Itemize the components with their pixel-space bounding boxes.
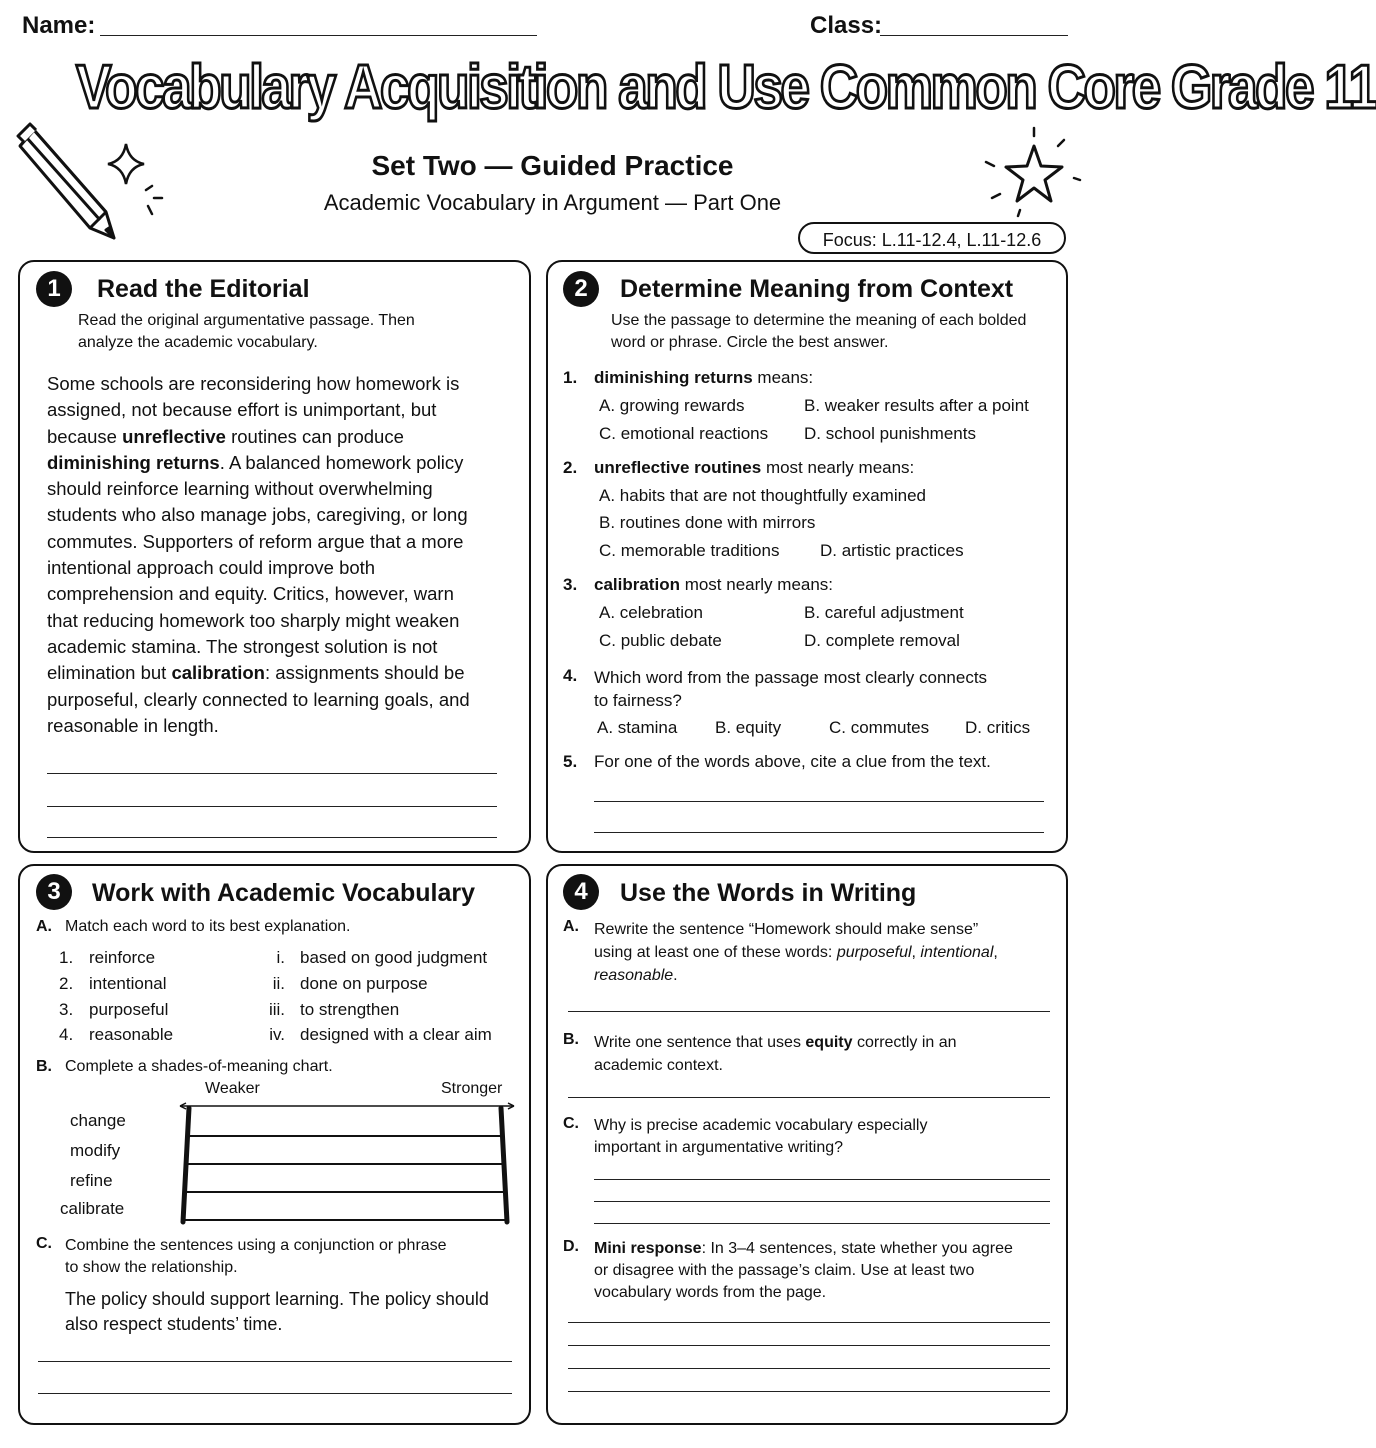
question-4: 4. — [563, 666, 578, 685]
answer-line[interactable] — [47, 773, 497, 774]
match-word[interactable]: reinforce — [89, 948, 156, 967]
section-3-number: 3 — [36, 874, 72, 910]
answer-line[interactable] — [47, 837, 497, 838]
answer-line[interactable] — [568, 1322, 1050, 1323]
shades-of-meaning-chart — [176, 1098, 522, 1226]
q3-option-b[interactable]: B. careful adjustment — [804, 603, 964, 622]
q4-option-d[interactable]: D. critics — [965, 718, 1031, 737]
match-word-number: 1. — [59, 948, 74, 967]
match-word[interactable]: reasonable — [89, 1025, 174, 1044]
subtitle: Set Two — Guided Practice — [371, 150, 734, 181]
section-2-number: 2 — [563, 271, 599, 307]
part-b-letter: B. — [36, 1058, 52, 1075]
q4-option-a[interactable]: A. stamina — [597, 718, 678, 737]
class-field[interactable] — [880, 35, 1068, 36]
part-c-instruction: Why is precise academic vocabulary especially important in argumentative writing? — [594, 1117, 928, 1156]
part-c-letter: C. — [36, 1235, 52, 1252]
match-definition[interactable]: based on good judgment — [300, 948, 488, 967]
part-d-instruction: Mini response: In 3–4 sentences, state whether you agree or disagree with the passage’s claim. Use at least two vocabulary words from the page. — [594, 1240, 1013, 1301]
answer-line[interactable] — [568, 1097, 1050, 1098]
match-word[interactable]: intentional — [89, 974, 167, 993]
answer-line[interactable] — [568, 1391, 1050, 1392]
answer-line[interactable] — [594, 801, 1044, 802]
match-definition[interactable]: designed with a clear aim — [300, 1025, 492, 1044]
answer-line[interactable] — [594, 1179, 1050, 1180]
question-1: 1. — [563, 368, 578, 387]
q1-option-c[interactable]: C. emotional reactions — [599, 424, 769, 443]
question-3: 3. — [563, 575, 578, 594]
match-definition[interactable]: to strengthen — [300, 1000, 400, 1019]
part-a-instruction: Match each word to its best explanation. — [65, 918, 351, 935]
section-1-title: Read the Editorial — [97, 275, 310, 303]
q2-option-b[interactable]: B. routines done with mirrors — [599, 513, 816, 532]
weaker-label: Weaker — [205, 1080, 260, 1097]
section-2-instructions: Use the passage to determine the meaning of each bolded word or phrase. Circle the best answer. — [611, 312, 1027, 351]
shade-word: calibrate — [60, 1199, 125, 1218]
name-label: Name: — [22, 12, 96, 39]
part-a-letter: A. — [36, 918, 52, 935]
answer-line[interactable] — [568, 1345, 1050, 1346]
part-b-letter: B. — [563, 1031, 579, 1048]
answer-line[interactable] — [38, 1393, 512, 1394]
match-def-number: iv. — [269, 1025, 285, 1044]
q2-option-c[interactable]: C. memorable traditions — [599, 541, 780, 560]
q3-option-d[interactable]: D. complete removal — [804, 631, 960, 650]
part-c-letter: C. — [563, 1115, 579, 1132]
part-b-instruction: Write one sentence that uses equity correctly in an academic context. — [594, 1034, 957, 1074]
q4-option-b[interactable]: B. equity — [715, 718, 782, 737]
answer-line[interactable] — [568, 1011, 1050, 1012]
part-a-letter: A. — [563, 918, 579, 935]
answer-line[interactable] — [594, 1201, 1050, 1202]
focus-badge: Focus: L.11-12.4, L.11-12.6 — [798, 222, 1066, 254]
q3-option-a[interactable]: A. celebration — [599, 603, 703, 622]
shade-word: modify — [70, 1141, 121, 1160]
question-2: 2. — [563, 458, 578, 477]
match-word[interactable]: purposeful — [89, 1000, 169, 1019]
section-4-number: 4 — [563, 874, 599, 910]
match-definition[interactable]: done on purpose — [300, 974, 428, 993]
q1-option-a[interactable]: A. growing rewards — [599, 396, 745, 415]
question-2-stem: unreflective routines most nearly means: — [594, 458, 915, 477]
answer-line[interactable] — [594, 832, 1044, 833]
question-4-stem: Which word from the passage most clearly connects to fairness? — [594, 668, 988, 710]
section-2-title: Determine Meaning from Context — [620, 275, 1014, 303]
question-5-stem: For one of the words above, cite a clue from the text. — [594, 752, 991, 771]
match-def-number: i. — [276, 948, 285, 967]
worksheet-title: Vocabulary Acquisition and Use Common Core Grade 11 — [76, 53, 1376, 122]
match-word-number: 4. — [59, 1025, 74, 1044]
answer-line[interactable] — [38, 1361, 512, 1362]
match-word-number: 2. — [59, 974, 74, 993]
q2-option-a[interactable]: A. habits that are not thoughtfully examined — [599, 486, 926, 505]
part-c-instruction: Combine the sentences using a conjunction or phrase to show the relationship. — [65, 1237, 447, 1276]
match-def-number: iii. — [268, 1000, 285, 1019]
q4-option-c[interactable]: C. commutes — [829, 718, 930, 737]
editorial-passage: Some schools are reconsidering how homework is assigned, not because effort is unimportant, but because unreflective routines can produce diminishing returns. A balanced homework policy should reinforce learning without overwhelming students who also manage jobs, caregiving, or long commutes. Supporters of reform argue that a more intentional approach could improve both comprehension and equity. Critics, however, warn that reducing homework too sharply might weaken academic stamina. The strongest solution is not elimination but calibration: assignments should be purposeful, clearly connected to learning goals, and reasonable in length. — [47, 373, 470, 736]
stronger-label: Stronger — [441, 1080, 503, 1097]
subsubtitle: Academic Vocabulary in Argument — Part One — [323, 190, 782, 215]
answer-line[interactable] — [47, 806, 497, 807]
question-3-stem: calibration most nearly means: — [594, 575, 834, 594]
shade-word: change — [70, 1111, 126, 1130]
term-diminishing-returns: diminishing returns — [47, 451, 220, 473]
q3-option-c[interactable]: C. public debate — [599, 631, 722, 650]
section-1-number: 1 — [36, 271, 72, 307]
sentences-to-combine: The policy should support learning. The policy should also respect students’ time. — [65, 1289, 489, 1334]
part-d-letter: D. — [563, 1238, 579, 1255]
section-4-title: Use the Words in Writing — [620, 879, 917, 907]
term-unreflective: unreflective — [122, 425, 226, 447]
term-calibration: calibration — [171, 662, 265, 684]
match-def-number: ii. — [272, 974, 285, 993]
class-label: Class: — [810, 12, 883, 39]
answer-line[interactable] — [568, 1368, 1050, 1369]
shade-word: refine — [70, 1171, 113, 1190]
section-1-instructions: Read the original argumentative passage. Then analyze the academic vocabulary. — [78, 312, 415, 351]
question-1-stem: diminishing returns means: — [594, 368, 814, 387]
section-3-title: Work with Academic Vocabulary — [92, 879, 475, 907]
part-b-instruction: Complete a shades-of-meaning chart. — [65, 1058, 333, 1075]
q1-option-b[interactable]: B. weaker results after a point — [804, 396, 1029, 415]
part-a-instruction: Rewrite the sentence “Homework should make sense” using at least one of these words: purposeful, intentional, reasonable. — [594, 921, 998, 984]
match-word-number: 3. — [59, 1000, 74, 1019]
answer-line[interactable] — [594, 1223, 1050, 1224]
q1-option-d[interactable]: D. school punishments — [804, 424, 976, 443]
question-5: 5. — [563, 752, 578, 771]
name-field[interactable] — [100, 35, 537, 36]
q2-option-d[interactable]: D. artistic practices — [820, 541, 964, 560]
